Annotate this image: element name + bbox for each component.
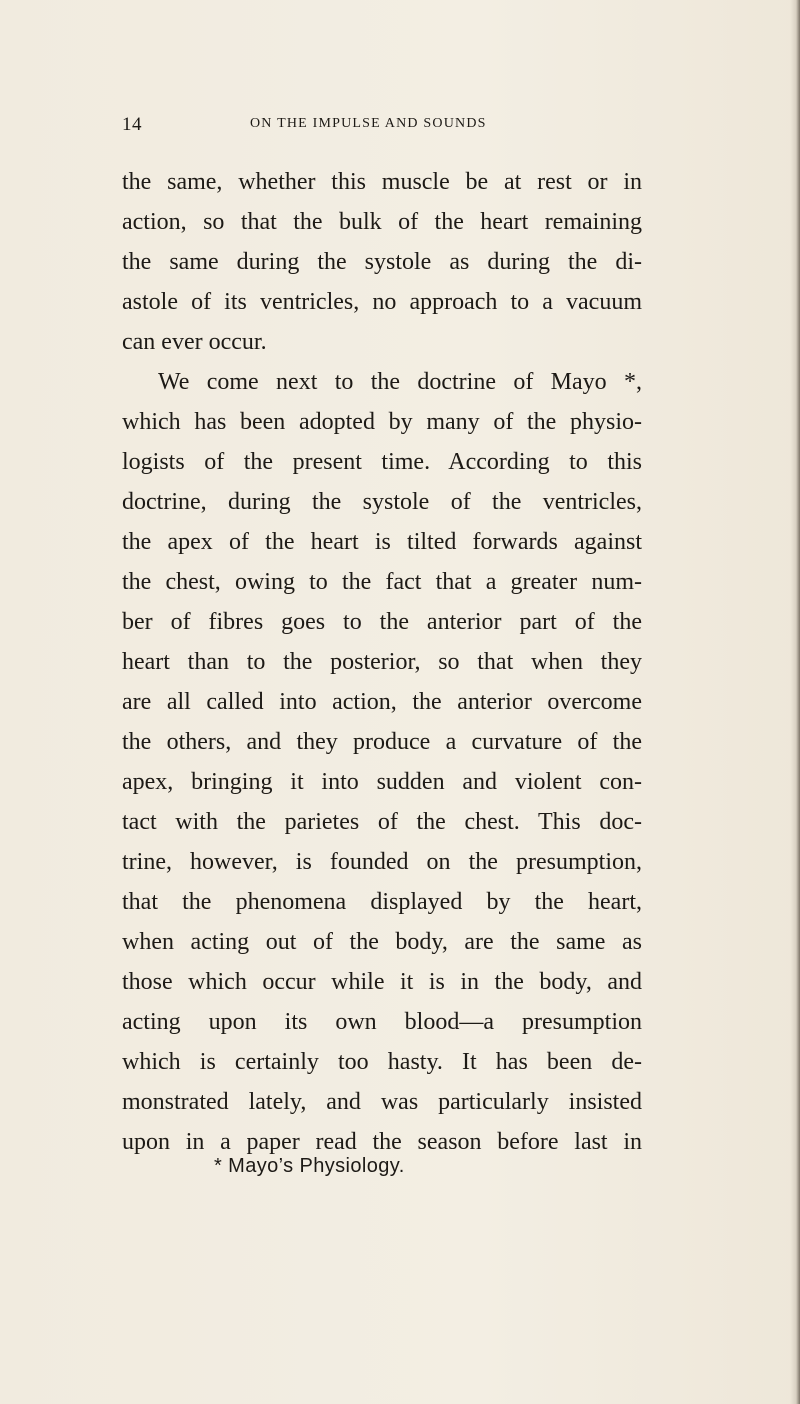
text-line: which is certainly too hasty. It has been de- (122, 1049, 642, 1075)
text-line: tact with the parietes of the chest. This doc- (122, 809, 642, 835)
text-line: We come next to the doctrine of Mayo *, (158, 369, 642, 395)
text-line: can ever occur. (122, 329, 267, 355)
running-title: ON THE IMPULSE AND SOUNDS (250, 116, 487, 131)
text-line: heart than to the posterior, so that when they (122, 649, 642, 675)
text-line: apex, bringing it into sudden and violent con- (122, 769, 642, 795)
text-line: action, so that the bulk of the heart remaining (122, 209, 642, 235)
text-line: monstrated lately, and was particularly insisted (122, 1089, 642, 1115)
running-head (122, 114, 642, 138)
text-line: upon in a paper read the season before last in (122, 1129, 642, 1155)
text-line: the same, whether this muscle be at rest or in (122, 169, 642, 195)
text-line: the others, and they produce a curvature of the (122, 729, 642, 755)
text-line: trine, however, is founded on the presumption, (122, 849, 642, 875)
text-line: logists of the present time. According to this (122, 449, 642, 475)
text-line: that the phenomena displayed by the heart, (122, 889, 642, 915)
page-number: 14 (122, 114, 142, 135)
text-line: the apex of the heart is tilted forwards against (122, 529, 642, 555)
text-line: are all called into action, the anterior overcome (122, 689, 642, 715)
text-line: acting upon its own blood—a presumption (122, 1009, 642, 1035)
page-edge-shadow (790, 0, 800, 1404)
text-line: the chest, owing to the fact that a greater num- (122, 569, 642, 595)
body-text (122, 162, 642, 1162)
text-line: astole of its ventricles, no approach to a vacuum (122, 289, 642, 315)
text-line: doctrine, during the systole of the ventricles, (122, 489, 642, 515)
text-line: which has been adopted by many of the physio- (122, 409, 642, 435)
text-line: ber of fibres goes to the anterior part of the (122, 609, 642, 635)
text-line: the same during the systole as during the di- (122, 249, 642, 275)
footnote: * Mayo’s Physiology. (214, 1155, 405, 1177)
text-line: when acting out of the body, are the same as (122, 929, 642, 955)
text-line: those which occur while it is in the body, and (122, 969, 642, 995)
